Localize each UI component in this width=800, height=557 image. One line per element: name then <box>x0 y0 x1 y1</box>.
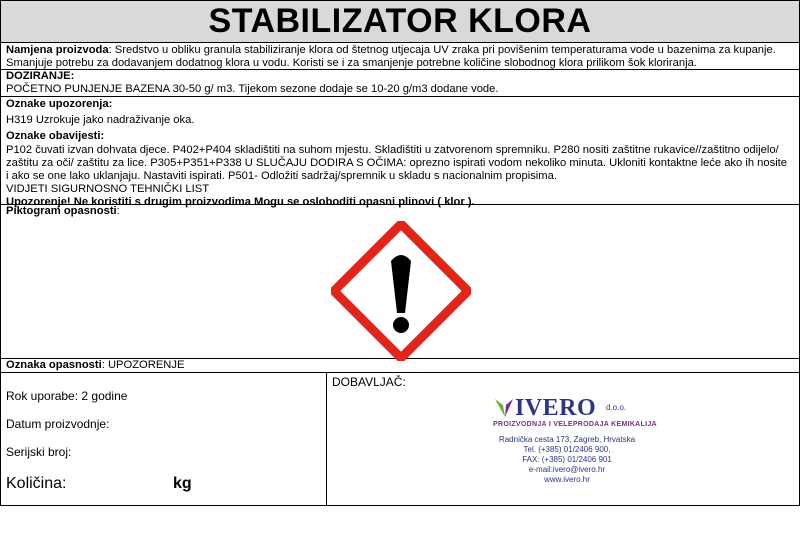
piktogram-colon: : <box>116 205 120 217</box>
product-info-box <box>1 373 327 505</box>
supplier-tel: Tel. (+385) 01/2406 900, <box>523 445 611 454</box>
brand-name: IVERO <box>515 395 597 421</box>
brand-tagline: PROIZVODNJA I VELEPRODAJA KEMIKALIJA <box>493 421 657 428</box>
supplier-web: www.ivero.hr <box>544 475 590 484</box>
obavijesti-line-1: P102 čuvati izvan dohvata djece. P402+P404 skladištiti na suhom mjestu. Skladištiti u zatvorenom spremniku. P280 nositi zaštitne rukavice//zaštitno odijelo/ <box>6 143 779 156</box>
obavijesti-line-2: zaštitu za oči/ zaštitu za lice. P305+P351+P338 U SLUČAJU DODIRA S OČIMA: oprezno ispirati vodom nekoliko minuta. Ukloniti kontaktne leće ako ih nosite <box>6 156 788 169</box>
oznaka-opasnosti-section <box>1 359 799 373</box>
doziranje-section <box>1 70 799 97</box>
obavijesti-warning: Upozorenje! Ne koristiti s drugim proizvodima Mogu se osloboditi opasni plinovi ( klor ). <box>6 196 475 209</box>
namjena-label: Namjena proizvoda <box>6 44 109 56</box>
upozorenja-text: H319 Uzrokuje jako nadraživanje oka. <box>6 114 195 127</box>
datum-proizvodnje: Datum proizvodnje: <box>6 417 110 431</box>
oznaka-opasnosti-value: : UPOZORENJE <box>101 359 185 371</box>
brand-doo: d.o.o. <box>606 403 627 412</box>
supplier-email: e-mail:ivero@ivero.hr <box>528 465 606 474</box>
oznaka-opasnosti-label: Oznaka opasnosti <box>6 359 102 371</box>
supplier-box <box>327 373 799 505</box>
serijski-broj: Serijski broj: <box>6 445 72 459</box>
warnings-section <box>1 97 799 209</box>
page-title: STABILIZATOR KLORA <box>1 1 799 43</box>
doziranje-text: POČETNO PUNJENJE BAZENA 30-50 g/ m3. Tijekom sezone dodaje se 10-20 g/m3 dodane vode. <box>6 83 499 96</box>
upozorenja-label: Oznake upozorenja: <box>6 98 113 110</box>
obavijesti-line-4: VIDJETI SIGURNOSNO TEHNIČKI LIST <box>6 183 210 196</box>
supplier-address: Radnička cesta 173, Zagreb, Hrvatska <box>498 435 636 444</box>
kolicina-label: Količina: <box>6 475 67 492</box>
supplier-fax: FAX: (+385) 01/2406 901 <box>522 455 612 464</box>
obavijesti-line-3: i ako se one lako uklanjaju. Nastaviti ispirati. P501- Odložiti sadržaj/spremnik u skladu s nacionalnim propisima. <box>6 170 557 183</box>
piktogram-label: Piktogram opasnosti <box>6 205 117 217</box>
supplier-contact <box>477 435 657 485</box>
doziranje-label: DOZIRANJE: <box>6 70 75 82</box>
leaf-icon <box>493 397 515 419</box>
namjena-section <box>1 43 799 70</box>
rok-uporabe: Rok uporabe: 2 godine <box>6 389 128 403</box>
obavijesti-label: Oznake obavijesti: <box>6 130 105 143</box>
pictogram-section <box>1 205 799 359</box>
namjena-text-1: : Sredstvo u obliku granula stabiliziranje klora od štetnog utjecaja UV zraka pri povišenim temperaturama vode u bazenima za kupanje. <box>108 44 776 56</box>
ivero-logo <box>493 395 657 428</box>
dobavljac-label: DOBAVLJAČ: <box>332 375 406 389</box>
exclamation-mark-hazard-icon <box>331 221 471 361</box>
kolicina-unit: kg <box>173 475 192 492</box>
namjena-text-2: Smanjuje potrebu za dodavanjem dodatnog klora u vodu. Koristi se i za smanjenje potrebne količine slobodnog klora prilikom šok kloriranja. <box>6 57 697 70</box>
